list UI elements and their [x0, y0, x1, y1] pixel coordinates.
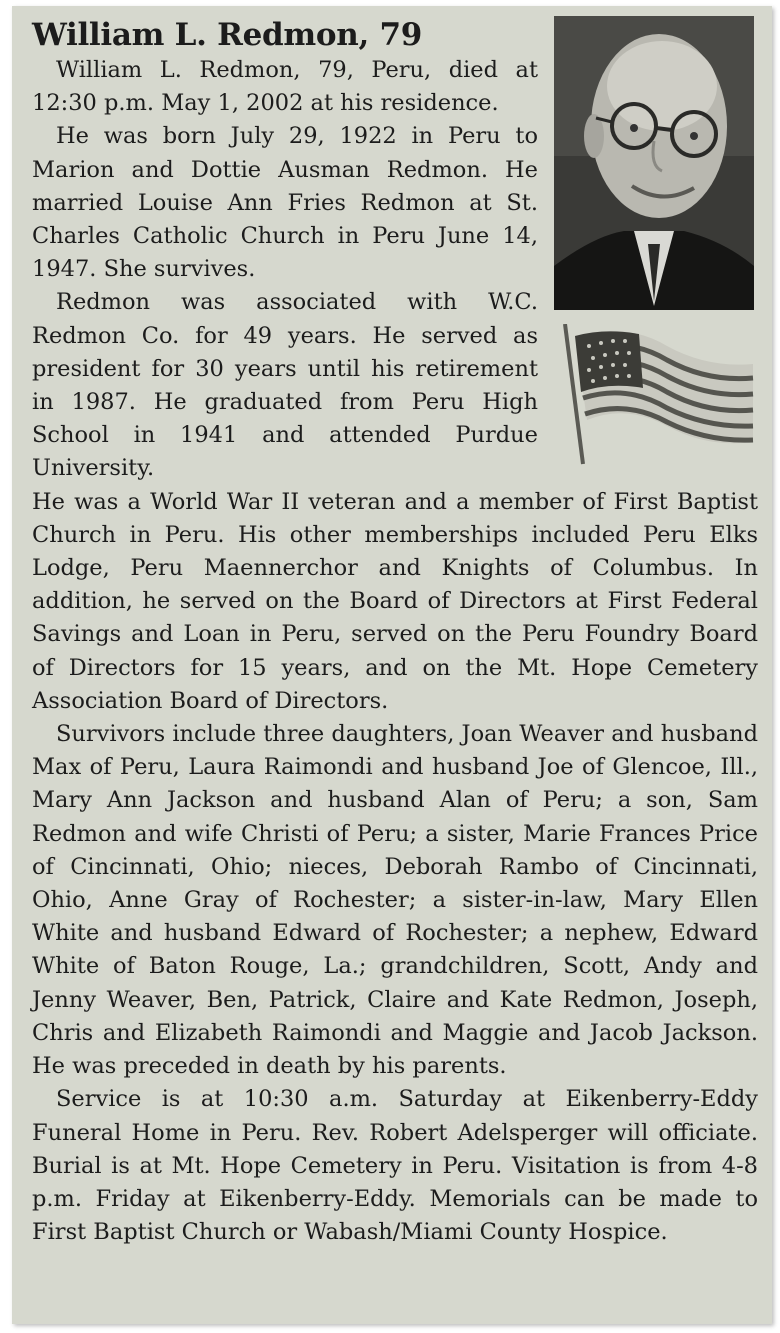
- obituary-clipping: [12, 6, 772, 1324]
- paragraph-memberships: He was a World War II veteran and a member of First Baptist Church in Peru. His other memberships included Peru Elks Lodge, Peru Maennerchor and Knights of Columbus. In addition, he served on the Board of Directors at First Federal Savings and Loan in Peru, served on the Peru Foundry Board of Directors for 15 years, and on the Mt. Hope Cemetery Association Board of Directors.: [32, 488, 758, 714]
- paragraph-death-notice: William L. Redmon, 79, Peru, died at 12:30 p.m. May 1, 2002 at his residence.: [32, 57, 538, 117]
- paragraph-birth-marriage: He was born July 29, 1922 in Peru to Marion and Dottie Ausman Redmon. He married Louise Ann Fries Redmon at St. Charles Catholic Church in Peru June 14, 1947. She survives.: [32, 123, 538, 283]
- paragraph-survivors: Survivors include three daughters, Joan Weaver and husband Max of Peru, Laura Raimondi and husband Joe of Glencoe, Ill., Mary Ann Jackson and husband Alan of Peru; a son, Sam Redmon and wife Christi of Peru; a sister, Marie Frances Price of Cincinnati, Ohio; nieces, Deborah Rambo of Cincinnati, Ohio, Anne Gray of Rochester; a sister-in-law, Mary Ellen White and husband Edward of Rochester; a nephew, Edward White of Baton Rouge, La.; grandchildren, Scott, Andy and Jenny Weaver, Ben, Patrick, Claire and Kate Redmon, Joseph, Chris and Elizabeth Raimondi and Maggie and Jacob Jackson. He was preceded in death by his parents.: [32, 721, 758, 1080]
- paragraph-career: Redmon was associated with W.C. Redmon Co. for 49 years. He served as president for 30 years until his retirement in 1987. He graduated from Peru High School in 1941 and attended Purdue University.: [32, 289, 538, 482]
- headline: William L. Redmon, 79: [32, 17, 423, 53]
- paragraph-services: Service is at 10:30 a.m. Saturday at Eikenberry-Eddy Funeral Home in Peru. Rev. Robert Adelsperger will officiate. Burial is at Mt. Hope Cemetery in Peru. Visitation is from 4-8 p.m. Friday at Eikenberry-Eddy. Memorials can be made to First Baptist Church or Wabash/Miami County Hospice.: [32, 1086, 758, 1246]
- article-body: [32, 16, 758, 1249]
